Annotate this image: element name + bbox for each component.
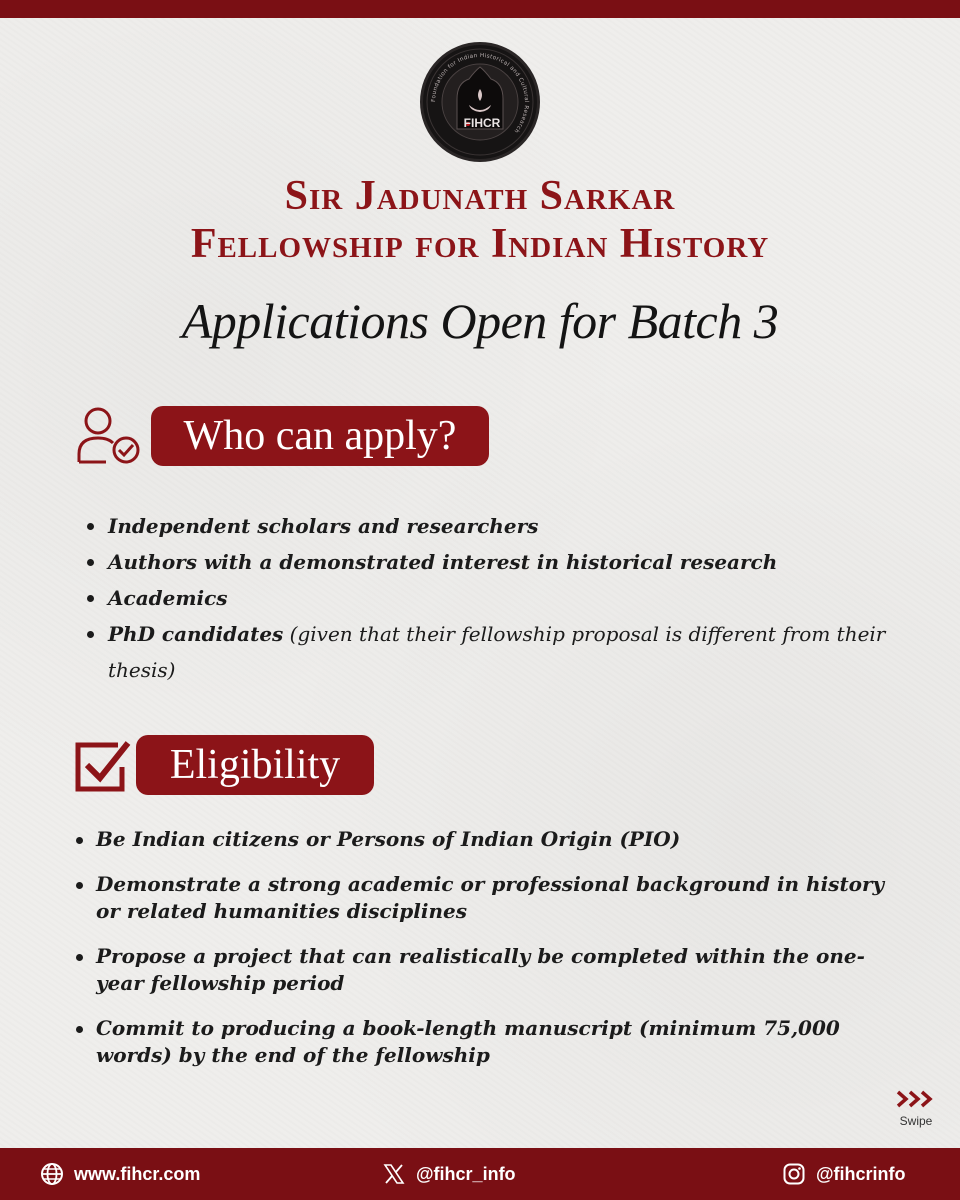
x-link[interactable]: [382, 1161, 516, 1187]
instagram-handle: @fihcrinfo: [816, 1163, 906, 1184]
list-item: Demonstrate a strong academic or professional background in history or related humanities disciplines: [96, 871, 896, 925]
x-handle: @fihcr_info: [416, 1163, 516, 1184]
fihcr-logo: [420, 42, 540, 162]
title-line-2: Fellowship for Indian History: [190, 221, 770, 267]
swipe-indicator[interactable]: [894, 1090, 938, 1128]
footer: [0, 1148, 960, 1200]
who-can-apply-list: [108, 508, 908, 688]
globe-icon: [40, 1162, 64, 1186]
list-item: Independent scholars and researchers: [108, 508, 908, 544]
title-line-1: Sir Jadunath Sarkar: [284, 173, 676, 219]
list-item: Academics: [108, 580, 908, 616]
x-logo-icon: [382, 1162, 406, 1186]
top-bar: [0, 0, 960, 18]
website-text: www.fihcr.com: [74, 1163, 201, 1184]
subtitle: Applications Open for Batch 3: [181, 293, 779, 349]
eligibility-list: [96, 826, 896, 1087]
who-can-apply-heading: Who can apply?: [151, 406, 489, 466]
instagram-icon: [782, 1162, 806, 1186]
triple-chevron-right-icon: [896, 1090, 936, 1108]
list-item: Propose a project that can realistically be completed within the one-year fellowship period: [96, 943, 896, 997]
logo-name: FIHCR: [463, 116, 501, 130]
logo-ring-text: Foundation for Indian Historical and Cultural Research: [430, 52, 530, 134]
instagram-link[interactable]: [782, 1161, 906, 1187]
checkbox-icon: [74, 737, 132, 793]
list-item: PhD candidates (given that their fellowship proposal is different from their thesis): [108, 616, 908, 688]
list-item: Authors with a demonstrated interest in historical research: [108, 544, 908, 580]
list-item: Be Indian citizens or Persons of Indian Origin (PIO): [96, 826, 896, 853]
swipe-label: Swipe: [899, 1114, 933, 1128]
list-item: Commit to producing a book-length manuscript (minimum 75,000 words) by the end of the fellowship: [96, 1015, 896, 1069]
website-link[interactable]: [40, 1161, 200, 1187]
user-check-icon: [76, 404, 146, 466]
eligibility-heading: Eligibility: [136, 735, 374, 795]
